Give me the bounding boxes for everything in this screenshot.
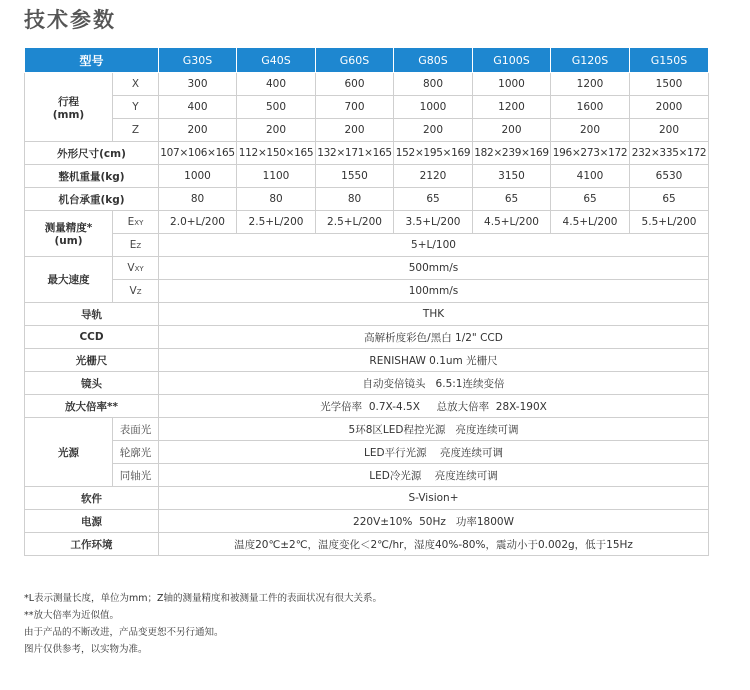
- table-cell: 65: [630, 188, 709, 211]
- table-row: [25, 326, 709, 349]
- table-row: [25, 188, 709, 211]
- table-cell: 65: [473, 188, 551, 211]
- table-cell: 182×239×169: [473, 142, 551, 165]
- table-cell: 80: [237, 188, 316, 211]
- table-cell: 6530: [630, 165, 709, 188]
- table-cell: 112×150×165: [237, 142, 316, 165]
- table-cell: 400: [159, 96, 237, 119]
- axis-z-label: Z: [113, 119, 159, 142]
- footnote: 图片仅供参考，以实物为准。: [24, 644, 148, 655]
- table-cell: 3.5+L/200: [394, 211, 473, 234]
- vxy-value: 500mm/s: [159, 257, 709, 280]
- table-cell: 200: [473, 119, 551, 142]
- table-cell: 65: [551, 188, 630, 211]
- table-row: [25, 165, 709, 188]
- table-row: [25, 418, 709, 441]
- vxy-main: V: [127, 262, 135, 274]
- table-cell: 5.5+L/200: [630, 211, 709, 234]
- table-row: [25, 280, 709, 303]
- travel-label: [25, 73, 113, 142]
- table-cell: 1000: [159, 165, 237, 188]
- accuracy-unit: (um): [54, 235, 83, 247]
- table-row: [25, 73, 709, 96]
- exy-label: [113, 211, 159, 234]
- table-cell: 2.5+L/200: [316, 211, 394, 234]
- lens-value: 自动变倍镜头 6.5:1连续变倍: [159, 372, 709, 395]
- table-cell: 65: [394, 188, 473, 211]
- speed-label: 最大速度: [25, 257, 113, 303]
- vz-value: 100mm/s: [159, 280, 709, 303]
- table-cell: 2.5+L/200: [237, 211, 316, 234]
- axis-y-label: Y: [113, 96, 159, 119]
- dimensions-label: 外形尺寸(cm): [25, 142, 159, 165]
- table-row: [25, 303, 709, 326]
- scale-label: 光栅尺: [25, 349, 159, 372]
- ez-main: E: [129, 239, 137, 251]
- table-row: [25, 487, 709, 510]
- model-header: 型号: [25, 48, 159, 73]
- table-row: [25, 372, 709, 395]
- footnotes: [24, 590, 382, 658]
- table-row: [25, 464, 709, 487]
- software-value: S-Vision+: [159, 487, 709, 510]
- vz-label: [113, 280, 159, 303]
- table-row: [25, 96, 709, 119]
- table-cell: 3150: [473, 165, 551, 188]
- model-col: G60S: [316, 48, 394, 73]
- table-row: [25, 349, 709, 372]
- table-row: [25, 211, 709, 234]
- table-cell: 80: [159, 188, 237, 211]
- axis-x-label: X: [113, 73, 159, 96]
- table-cell: 1100: [237, 165, 316, 188]
- model-col: G40S: [237, 48, 316, 73]
- light-coaxial-label: 同轴光: [113, 464, 159, 487]
- light-contour-value: LED平行光源 亮度连续可调: [159, 441, 709, 464]
- model-col: G100S: [473, 48, 551, 73]
- table-cell: 300: [159, 73, 237, 96]
- environment-value: 温度20℃±2℃，温度变化＜2℃/hr，湿度40%-80%，震动小于0.002g，低于15Hz: [159, 533, 709, 556]
- table-cell: 1550: [316, 165, 394, 188]
- magnification-label: 放大倍率**: [25, 395, 159, 418]
- table-cell: 132×171×165: [316, 142, 394, 165]
- table-cell: 600: [316, 73, 394, 96]
- spec-table: [24, 48, 709, 556]
- lens-label: 镜头: [25, 372, 159, 395]
- table-cell: 152×195×169: [394, 142, 473, 165]
- table-cell: 196×273×172: [551, 142, 630, 165]
- table-cell: 80: [316, 188, 394, 211]
- table-cell: 800: [394, 73, 473, 96]
- travel-label-text: 行程: [58, 95, 79, 108]
- table-cell: 200: [394, 119, 473, 142]
- table-cell: 1600: [551, 96, 630, 119]
- table-cell: 4.5+L/200: [473, 211, 551, 234]
- software-label: 软件: [25, 487, 159, 510]
- table-cell: 4100: [551, 165, 630, 188]
- ez-value: 5+L/100: [159, 234, 709, 257]
- guide-value: THK: [159, 303, 709, 326]
- model-col: G150S: [630, 48, 709, 73]
- light-surface-value: 5环8区LED程控光源 亮度连续可调: [159, 418, 709, 441]
- power-label: 电源: [25, 510, 159, 533]
- ccd-value: 高解析度彩色/黑白 1/2" CCD: [159, 326, 709, 349]
- ccd-label: CCD: [25, 326, 159, 349]
- exy-sub: XY: [134, 219, 144, 227]
- model-col: G120S: [551, 48, 630, 73]
- light-surface-label: 表面光: [113, 418, 159, 441]
- load-label: 机台承重(kg): [25, 188, 159, 211]
- light-contour-label: 轮廓光: [113, 441, 159, 464]
- vxy-label: [113, 257, 159, 280]
- magnification-value: 光学倍率 0.7X-4.5X 总放大倍率 28X-190X: [159, 395, 709, 418]
- table-row: [25, 395, 709, 418]
- table-row: [25, 441, 709, 464]
- table-cell: 4.5+L/200: [551, 211, 630, 234]
- power-value: 220V±10% 50Hz 功率1800W: [159, 510, 709, 533]
- table-cell: 2.0+L/200: [159, 211, 237, 234]
- table-cell: 2000: [630, 96, 709, 119]
- scale-value: RENISHAW 0.1um 光栅尺: [159, 349, 709, 372]
- table-cell: 200: [316, 119, 394, 142]
- accuracy-label: [25, 211, 113, 257]
- table-cell: 200: [630, 119, 709, 142]
- ez-sub: Z: [136, 242, 142, 250]
- footnote: 由于产品的不断改进，产品变更恕不另行通知。: [24, 627, 224, 638]
- table-cell: 1000: [473, 73, 551, 96]
- table-row: [25, 257, 709, 280]
- weight-label: 整机重量(kg): [25, 165, 159, 188]
- ez-label: [113, 234, 159, 257]
- accuracy-label-text: 测量精度*: [44, 222, 93, 234]
- environment-label: 工作环境: [25, 533, 159, 556]
- table-cell: 200: [237, 119, 316, 142]
- table-cell: 2120: [394, 165, 473, 188]
- table-cell: 500: [237, 96, 316, 119]
- model-col: G80S: [394, 48, 473, 73]
- vz-main: V: [129, 285, 137, 297]
- table-cell: 1500: [630, 73, 709, 96]
- table-cell: 1200: [473, 96, 551, 119]
- travel-unit: (mm): [52, 108, 85, 121]
- vz-sub: Z: [136, 288, 142, 296]
- exy-main: E: [127, 216, 135, 228]
- light-coaxial-value: LED冷光源 亮度连续可调: [159, 464, 709, 487]
- footnote: **放大倍率为近似值。: [24, 610, 120, 621]
- table-cell: 107×106×165: [159, 142, 237, 165]
- table-row: [25, 234, 709, 257]
- model-col: G30S: [159, 48, 237, 73]
- page-title: 技术参数: [24, 8, 116, 32]
- light-label: 光源: [25, 418, 113, 487]
- table-cell: 232×335×172: [630, 142, 709, 165]
- table-cell: 400: [237, 73, 316, 96]
- table-row: [25, 142, 709, 165]
- table-cell: 200: [159, 119, 237, 142]
- vxy-sub: XY: [134, 265, 144, 273]
- table-row: [25, 510, 709, 533]
- table-cell: 700: [316, 96, 394, 119]
- table-cell: 1200: [551, 73, 630, 96]
- footnote: *L表示测量长度，单位为mm；Z轴的测量精度和被测量工件的表面状况有很大关系。: [24, 593, 383, 604]
- table-row: [25, 119, 709, 142]
- guide-label: 导轨: [25, 303, 159, 326]
- header-row: [25, 48, 709, 73]
- table-row: [25, 533, 709, 556]
- table-cell: 1000: [394, 96, 473, 119]
- table-cell: 200: [551, 119, 630, 142]
